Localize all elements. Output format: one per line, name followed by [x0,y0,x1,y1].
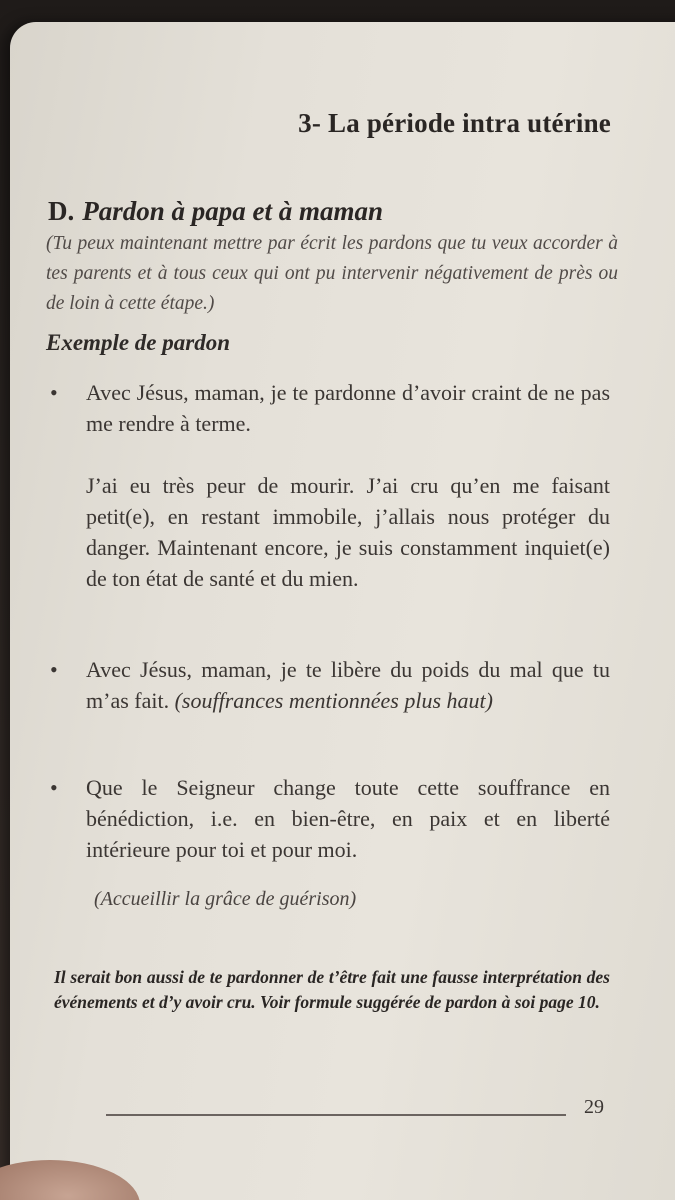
page-number: 29 [584,1096,604,1118]
closing-note: (Accueillir la grâce de guérison) [94,888,357,910]
bullet-icon: • [50,380,58,405]
final-note: Il serait bon aussi de te pardonner de t’être fait une fausse interprétation des événements et d’y avoir cru. Voir formule suggérée de pardon à soi page 10. [54,967,610,1012]
list-item-text: Avec Jésus, maman, je te pardonne d’avoir craint de ne pas me rendre à terme. [86,380,610,436]
section-number: D. [48,196,75,226]
bullet-icon: • [50,657,58,682]
list-item-text: Que le Seigneur change toute cette souffrance en bénédiction, i.e. en bien-être, en paix et en liberté intérieure pour toi et pour moi. [86,775,610,862]
list-item [50,377,610,439]
section-title-text: Pardon à papa et à maman [82,196,384,226]
list-item [50,772,610,865]
list-item-continuation: J’ai eu très peur de mourir. J’ai cru qu’en me faisant petit(e), en restant immobile, j’allais nous protéger du danger. Maintenant encore, je suis constamment inquiet(e) de ton état de santé et du mien. [86,473,610,591]
bullet-icon: • [50,775,58,800]
list-item [50,654,610,716]
footer-divider [106,1114,566,1116]
list-item-text: Avec Jésus, maman, je te libère du poids du mal que tu m’as fait. [86,657,610,713]
list-item-note: (souffrances mentionnées plus haut) [174,688,493,713]
example-heading: Exemple de pardon [46,330,230,355]
section-title [48,196,383,227]
running-title: 3- La période intra utérine [298,108,611,138]
section-intro: (Tu peux maintenant mettre par écrit les pardons que tu veux accorder à tes parents et à tous ceux qui ont pu intervenir négativement de près ou de loin à cette étape.) [46,233,618,314]
